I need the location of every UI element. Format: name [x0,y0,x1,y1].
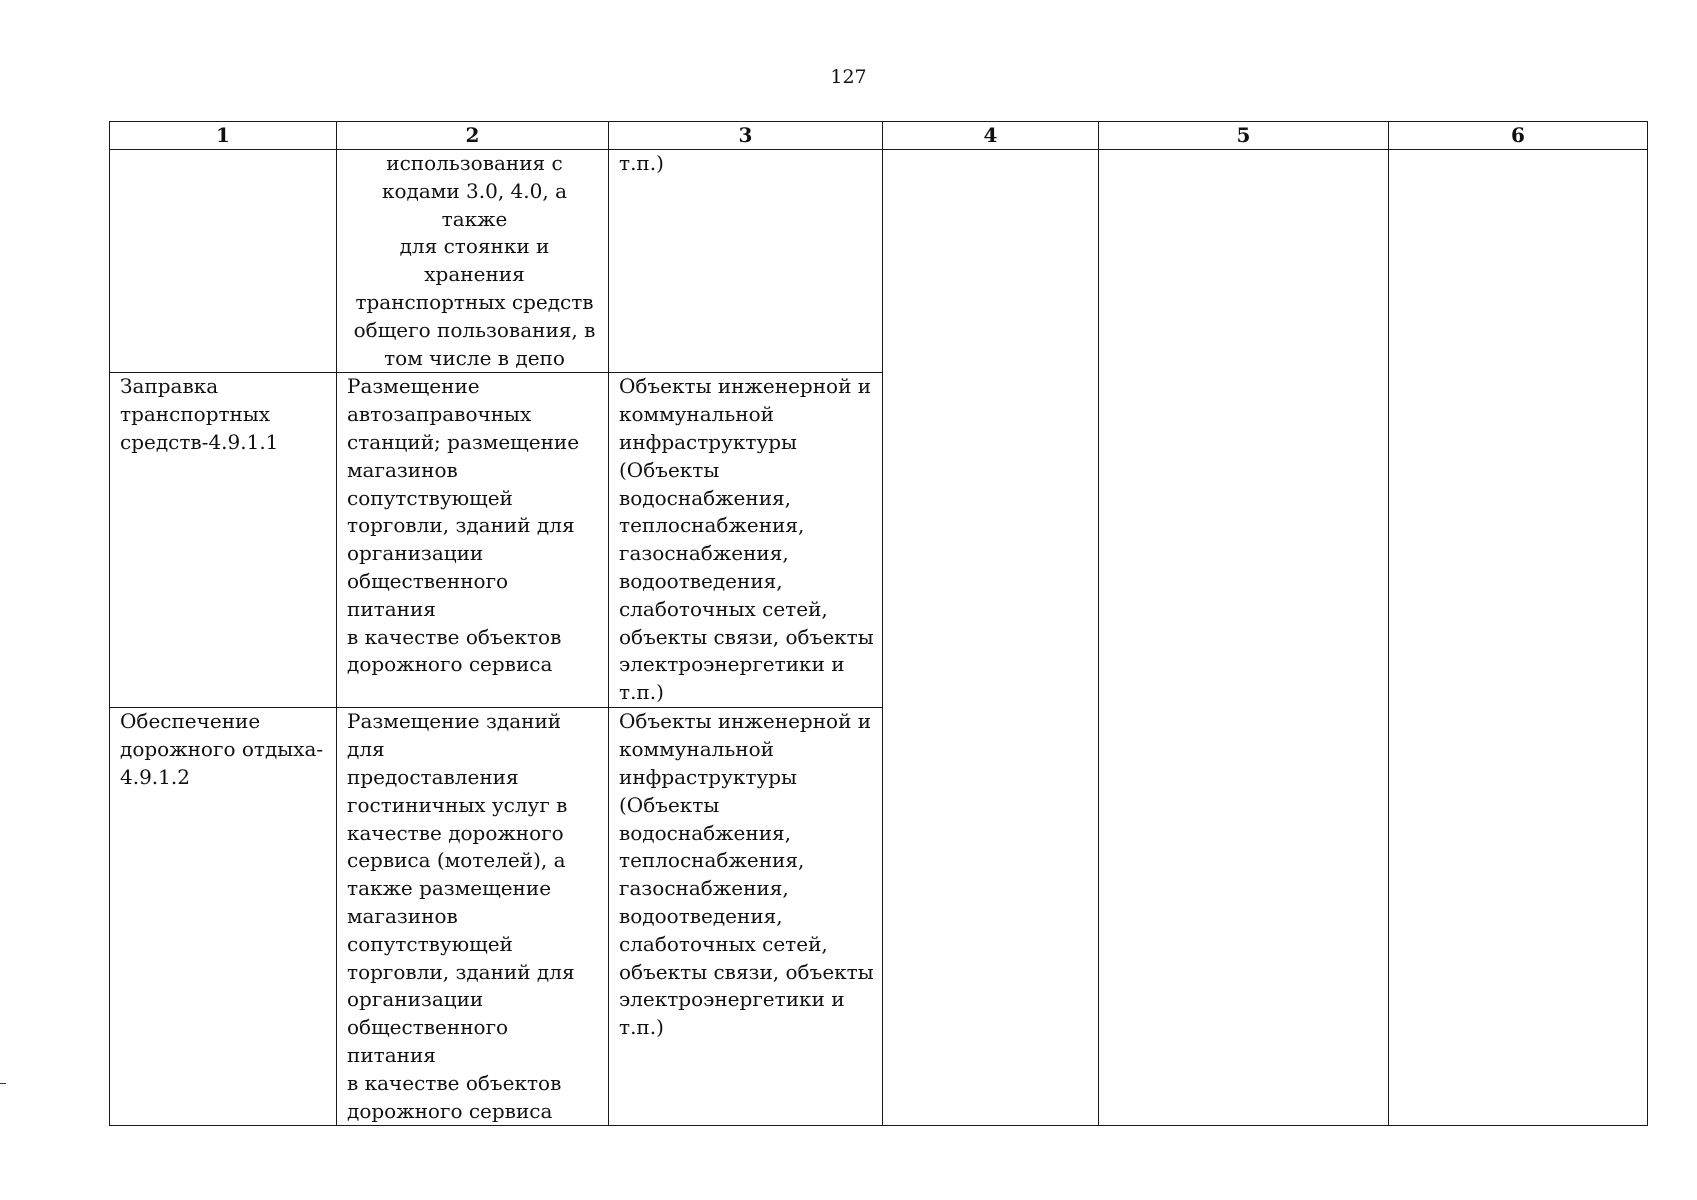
column-6-merged-cell [1389,150,1648,1126]
column-header-6: 6 [1389,122,1648,150]
use-description-cell [337,708,609,1126]
use-type-text: Обеспечение дорожного отдыха- 4.9.1.2 [120,709,324,789]
page-number: 127 [830,66,867,88]
column-header-4: 4 [883,122,1099,150]
use-description-cell [337,373,609,708]
auxiliary-use-cell [609,150,883,373]
use-description-text: Размещение зданий для предоставления гостиничных услуг в качестве дорожного сервиса (мотелей), а также размещение магазинов сопутствующей торговли, зданий для организации общественного питания в качестве объектов дорожного сервиса [347,709,575,1123]
column-header-5: 5 [1099,122,1389,150]
auxiliary-use-text: Объекты инженерной и коммунальной инфраструктуры (Объекты водоснабжения, теплоснабжения, газоснабжения, водоотведения, слаботочных сетей, объекты связи, объекты электроэнергетики и т.п.) [619,709,874,1040]
use-description-cell [337,150,609,373]
column-header-1: 1 [110,122,337,150]
column-header-3: 3 [609,122,883,150]
use-type-text: Заправка транспортных средств-4.9.1.1 [120,374,279,454]
scan-edge-mark [0,1083,6,1084]
table-row [110,150,1648,373]
auxiliary-use-cell [609,708,883,1126]
auxiliary-use-cell [609,373,883,708]
column-4-merged-cell [883,150,1099,1126]
auxiliary-use-text: т.п.) [619,151,664,175]
table-header-row [110,122,1648,150]
use-type-cell [110,373,337,708]
column-header-2: 2 [337,122,609,150]
use-description-text: использования с кодами 3.0, 4.0, а также для стоянки и хранения транспортных средств общего пользования, в том числе в депо [353,151,596,370]
auxiliary-use-text: Объекты инженерной и коммунальной инфраструктуры (Объекты водоснабжения, теплоснабжения, газоснабжения, водоотведения, слаботочных сетей, объекты связи, объекты электроэнергетики и т.п.) [619,374,874,705]
land-use-table [109,121,1648,1126]
use-type-cell [110,150,337,373]
column-5-merged-cell [1099,150,1389,1126]
use-description-text: Размещение автозаправочных станций; размещение магазинов сопутствующей торговли, зданий для организации общественного питания в качестве объектов дорожного сервиса [347,374,580,677]
use-type-cell [110,708,337,1126]
